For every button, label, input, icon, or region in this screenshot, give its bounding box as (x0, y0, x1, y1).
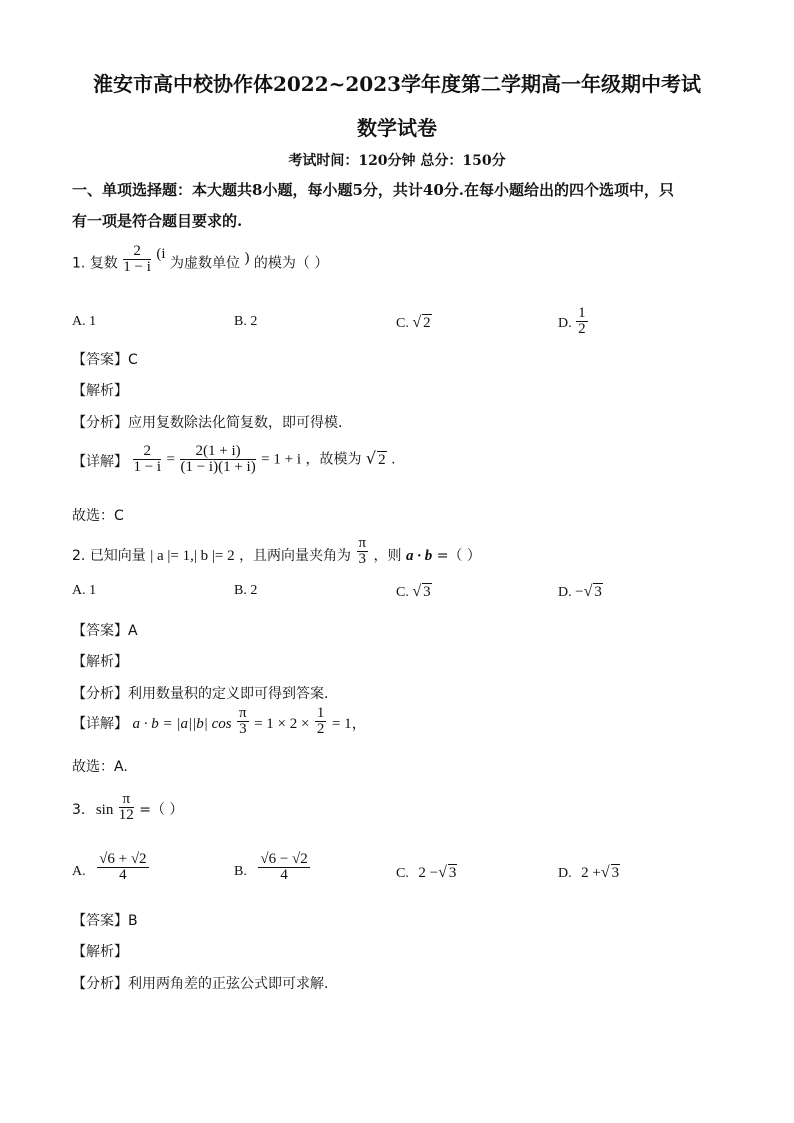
fraction (97, 852, 148, 883)
fraction-denominator: 2 (316, 721, 325, 737)
question-number: 1. (72, 255, 86, 272)
detail-solution (72, 444, 396, 488)
period: . (391, 451, 396, 468)
option-b (234, 852, 311, 883)
option-b: B. 2 (234, 583, 258, 598)
sqrt-symbol: √ (412, 583, 422, 600)
fraction (315, 706, 327, 737)
question-text: ，且两向量夹角为 (239, 547, 352, 564)
fraction-numerator: 1 (316, 705, 325, 721)
fraction (133, 444, 161, 475)
radicand: 3 (611, 865, 620, 881)
fraction (576, 306, 588, 337)
question-text: =（ ） (139, 801, 184, 818)
question-2 (72, 536, 481, 570)
sqrt-symbol: √ (583, 583, 593, 600)
fraction-numerator: 2 (133, 444, 161, 460)
fraction-denominator: 4 (280, 867, 288, 883)
option-c (396, 864, 457, 882)
choice-line: 故选：C (72, 508, 124, 524)
fraction-denominator: 1 − i (133, 459, 162, 475)
analysis-tag: 【解析】 (72, 383, 128, 399)
fraction-denominator: 3 (358, 551, 367, 567)
answer-tag: 【答案】C (72, 352, 138, 368)
sqrt-symbol: √ (412, 314, 422, 331)
fraction-numerator: 2 (123, 244, 151, 260)
fraction-numerator: 1 (578, 305, 586, 321)
option-value: 2 + (581, 865, 601, 881)
formula-part: = 1， (331, 715, 367, 732)
question-text: =（ ） (436, 547, 481, 564)
fraction (119, 792, 134, 823)
question-text: ，则 (373, 547, 402, 564)
exam-info: 考试时间：120分钟 总分：150分 (288, 153, 506, 169)
detail-solution (72, 706, 367, 746)
fraction-numerator: √6 − √2 (260, 851, 308, 867)
fraction-numerator: π (119, 792, 134, 808)
minus-sign: − (575, 584, 584, 600)
option-a: A. 1 (72, 314, 97, 329)
result: = 1 + i (261, 451, 301, 468)
paren-open: (i (156, 245, 166, 262)
option-label: A. (72, 863, 86, 879)
analysis-summary: 【分析】利用两角差的正弦公式即可求解. (72, 976, 329, 992)
fraction-numerator: π (358, 535, 367, 551)
answer-tag: 【答案】A (72, 623, 138, 639)
analysis-summary: 【分析】应用复数除法化简复数，即可得模. (72, 415, 343, 431)
question-1 (72, 243, 329, 308)
option-d (558, 306, 589, 337)
exam-title: 淮安市高中校协作体2022~2023学年度第二学期高一年级期中考试 (92, 72, 702, 96)
vector-magnitudes: | a |= 1,| b |= 2 (150, 547, 235, 564)
option-d (558, 583, 603, 601)
option-label: C. (396, 866, 409, 881)
sin-function: sin (95, 801, 114, 818)
section-heading-line1: 一、单项选择题：本大题共8小题，每小题5分，共计40分.在每小题给出的四个选项中，只 (72, 181, 674, 199)
analysis-summary: 【分析】利用数量积的定义即可得到答案. (72, 686, 329, 702)
option-label: C. (396, 585, 409, 600)
question-number: 2. (72, 547, 86, 564)
radicand: 2 (423, 315, 431, 331)
radicand: 3 (423, 584, 431, 600)
fraction (237, 706, 249, 737)
fraction-denominator: (1 − i)(1 + i) (180, 459, 256, 475)
sqrt-symbol: √ (600, 864, 610, 881)
option-b: B. 2 (234, 314, 258, 329)
fraction-denominator: 1 − i (123, 259, 151, 275)
fraction (180, 444, 255, 475)
option-c (396, 314, 432, 332)
exam-subtitle: 数学试卷 (357, 116, 437, 140)
formula-part: = 1 × 2 × (254, 715, 310, 732)
question-text: 复数 (89, 255, 118, 272)
option-label: B. (234, 863, 247, 879)
fraction-denominator: 4 (119, 867, 127, 883)
analysis-tag: 【解析】 (72, 654, 128, 670)
sqrt-symbol: √ (438, 864, 447, 881)
radicand: 3 (448, 865, 457, 881)
fraction (357, 536, 369, 567)
question-text: 已知向量 (89, 547, 146, 564)
option-label: C. (396, 316, 409, 331)
dot-product: a · b (406, 547, 433, 564)
detail-tag: 【详解】 (72, 715, 128, 732)
option-label: D. (558, 585, 572, 600)
fraction (123, 244, 151, 275)
fraction-numerator: 2(1 + i) (180, 444, 255, 460)
option-c (396, 583, 432, 601)
sqrt-symbol: √ (365, 448, 377, 468)
fraction-denominator: 12 (118, 807, 134, 823)
option-a (72, 852, 150, 883)
option-value: 2 − (418, 865, 439, 881)
analysis-tag: 【解析】 (72, 944, 128, 960)
option-a: A. 1 (72, 583, 97, 598)
option-d (558, 864, 620, 882)
choice-line: 故选：A. (72, 759, 128, 775)
fraction (258, 852, 309, 883)
fraction-numerator: √6 + √2 (99, 851, 147, 867)
formula-part: a · b = |a||b| cos (132, 715, 232, 732)
option-label: D. (558, 866, 572, 881)
paren-close: ) (244, 249, 250, 266)
option-label: D. (558, 315, 572, 331)
question-text: 为虚数单位 (169, 255, 240, 272)
detail-text: ，故模为 (305, 451, 362, 468)
question-text: 的模为（ ） (253, 255, 329, 272)
radicand: 2 (378, 451, 386, 468)
question-number: 3. (72, 801, 86, 818)
answer-tag: 【答案】B (72, 913, 138, 929)
fraction-numerator: π (239, 705, 247, 721)
equals: = (166, 451, 176, 468)
detail-tag: 【详解】 (72, 453, 128, 470)
section-heading-line2: 有一项是符合题目要求的. (72, 212, 243, 230)
question-3 (72, 792, 183, 832)
fraction-denominator: 2 (578, 321, 586, 337)
fraction-denominator: 3 (239, 721, 247, 737)
radicand: 3 (594, 584, 602, 600)
